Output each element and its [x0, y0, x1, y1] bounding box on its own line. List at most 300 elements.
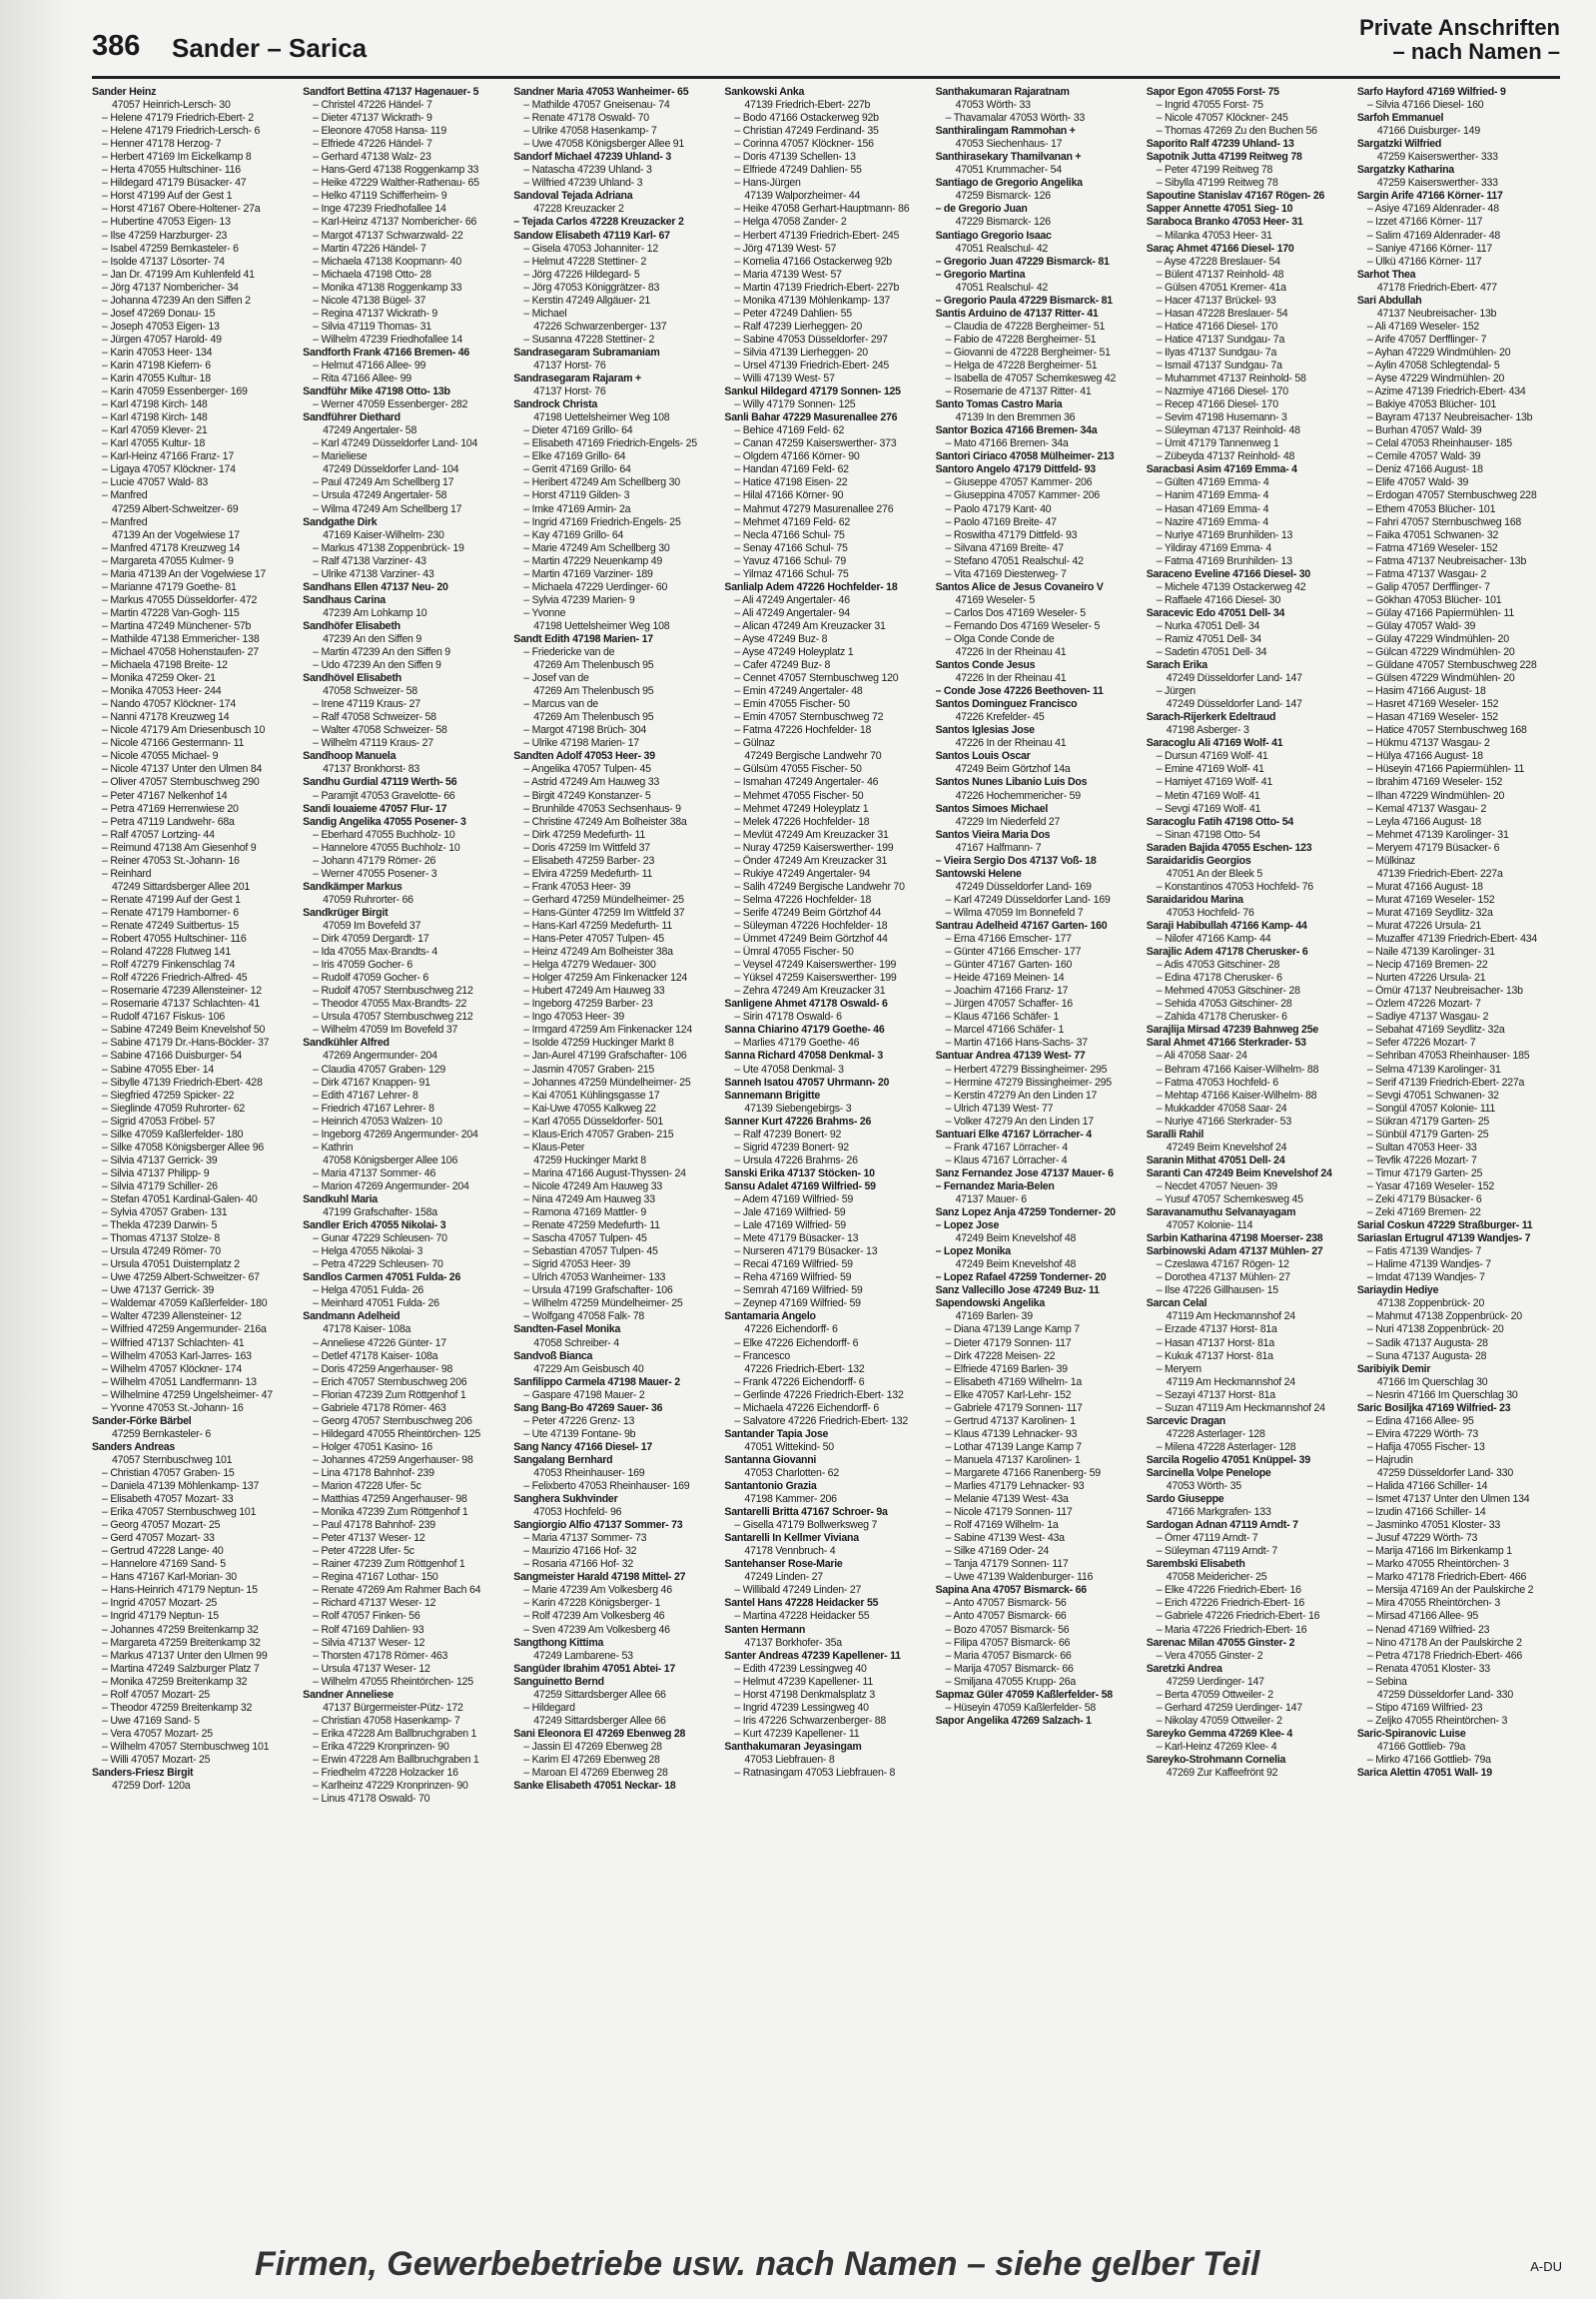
entry: – Gunar 47229 Schleusen- 70: [313, 1232, 447, 1245]
entry-address: 47053 Siechenhaus- 17: [955, 138, 1063, 151]
entry: – Eberhard 47055 Buchholz- 10: [313, 828, 455, 841]
entry: – Karin 47059 Essenberger- 169: [102, 385, 248, 398]
entry-heading: Santehanser Rose-Marie: [724, 1558, 843, 1571]
entry: – Rolf 47226 Friedrich-Alfred- 45: [102, 972, 248, 985]
entry: – Hüseyin 47166 Papiermühlen- 11: [1366, 763, 1525, 776]
entry-heading: Sanna Richard 47058 Denkmal- 3: [724, 1050, 883, 1063]
entry-heading: Sargin Arife 47166 Körner- 117: [1356, 190, 1503, 203]
entry: – Filipa 47057 Bismarck- 66: [945, 1636, 1071, 1649]
directory-column-7: [1357, 86, 1560, 2223]
entry: – Sylvia 47239 Marien- 9: [523, 593, 635, 606]
entry: – Vera 47057 Mozart- 25: [102, 1727, 213, 1740]
entry-heading: Sanders Andreas: [92, 1440, 175, 1453]
entry: – Markus 47138 Zoppenbrück- 19: [313, 541, 464, 554]
entry: – Nando 47057 Klöckner- 174: [102, 698, 237, 711]
entry: – Ralf 47239 Lierheggen- 20: [734, 320, 862, 333]
directory-column-4: [724, 86, 927, 2223]
entry: – Kornelia 47166 Ostackerweg 92b: [734, 255, 892, 268]
entry-heading: Santer Andreas 47239 Kapellener- 11: [724, 1649, 901, 1662]
entry: – Marlies 47179 Goethe- 46: [734, 1037, 860, 1050]
entry-address: 47137 Horst- 76: [533, 385, 606, 398]
entry-heading: Santos Vieira Maria Dos: [935, 828, 1051, 841]
entry-heading: Sareyko Gemma 47269 Klee- 4: [1146, 1727, 1293, 1740]
entry: – Elife 47057 Wald- 39: [1366, 476, 1469, 489]
entry: – Ethem 47053 Blücher- 101: [1366, 502, 1496, 515]
entry-heading: Sandhaus Carina: [303, 593, 386, 606]
entry-heading: Santrau Adelheid 47167 Garten- 160: [935, 920, 1108, 932]
entry: – Eleonore 47058 Hansa- 119: [313, 125, 446, 138]
entry: – Fatma 47053 Hochfeld- 6: [1156, 1076, 1278, 1089]
entry-heading: Sarfo Hayford 47169 Wilfried- 9: [1356, 86, 1506, 98]
entry: – Salvatore 47226 Friedrich-Ebert- 132: [734, 1414, 909, 1427]
entry: – Elke 47226 Eichendorff- 6: [734, 1336, 859, 1349]
entry: – Ilyas 47137 Sundgau- 7a: [1156, 346, 1277, 359]
entry: – Regina 47137 Wickrath- 9: [313, 307, 437, 320]
entry: – Martina 47249 Salzburger Platz 7: [102, 1662, 260, 1675]
entry: – Friedericke van de: [523, 646, 615, 659]
entry-heading: Sarbin Katharina 47198 Moerser- 238: [1146, 1232, 1323, 1245]
entry-heading: Sandten-Fasel Monika: [513, 1323, 621, 1336]
entry: – Murat 47166 August- 18: [1366, 880, 1483, 893]
entry: – Thorsten 47178 Römer- 463: [313, 1649, 448, 1662]
entry: – Paul 47249 Am Schellberg 17: [313, 476, 454, 489]
entry-address: 47169 Weseler- 5: [955, 593, 1035, 606]
entry: – Nicole 47249 Am Hauweg 33: [523, 1179, 662, 1192]
entry: – Sabine 47179 Dr.-Hans-Böckler- 37: [102, 1037, 270, 1050]
entry: – Maria 47139 West- 57: [734, 268, 842, 281]
entry: – Yusuf 47057 Schemkesweg 45: [1156, 1192, 1303, 1205]
entry: – Sabine 47249 Beim Knevelshof 50: [102, 1024, 266, 1037]
entry-heading: Sandkämper Markus: [303, 880, 402, 893]
entry: – Heide 47169 Meinen- 14: [945, 972, 1065, 985]
entry: – Theodor 47259 Breitenkamp 32: [102, 1701, 253, 1714]
entry-heading: Santo Tomas Castro Maria: [935, 398, 1063, 411]
entry: – Sezayi 47137 Horst- 81a: [1156, 1388, 1275, 1401]
entry: – Elke 47057 Karl-Lehr- 152: [945, 1388, 1072, 1401]
entry-heading: – Fernandez Maria-Belen: [935, 1179, 1055, 1192]
entry-heading: – Lopez Monika: [935, 1245, 1011, 1258]
entry: – Elke 47226 Friedrich-Ebert- 16: [1156, 1584, 1301, 1597]
entry: – Erich 47057 Sternbuschweg 206: [313, 1375, 467, 1388]
entry-heading: Santor Bozica 47166 Bremen- 34a: [935, 424, 1098, 437]
entry-address: 47259 Huckinger Markt 8: [533, 1153, 646, 1166]
entry: – Yvonne 47053 St.-Johann- 16: [102, 1401, 244, 1414]
entry: – Martin 47166 Hans-Sachs- 37: [945, 1037, 1088, 1050]
entry: – Faika 47051 Schwanen- 32: [1366, 528, 1499, 541]
entry: – Silvia 47119 Thomas- 31: [313, 320, 431, 333]
entry: – Gülnaz: [734, 737, 775, 750]
entry-heading: Sandner Anneliese: [303, 1688, 394, 1701]
entry-heading: Sandorf Michael 47239 Uhland- 3: [513, 151, 671, 164]
entry: – Michaela 47226 Eichendorff- 6: [734, 1401, 880, 1414]
entry: – Wilfried 47137 Schlachten- 41: [102, 1336, 245, 1349]
directory-columns: [92, 86, 1560, 2223]
entry-heading: Santantonio Grazia: [724, 1480, 817, 1493]
entry: – Helga 47051 Fulda- 26: [313, 1284, 424, 1297]
entry: – Elfriede 47226 Händel- 7: [313, 138, 432, 151]
entry: – Linus 47178 Oswald- 70: [313, 1793, 430, 1806]
entry-heading: Sanner Kurt 47226 Brahms- 26: [724, 1115, 872, 1128]
entry: – Diana 47139 Lange Kamp 7: [945, 1323, 1080, 1336]
entry: – Herbert 47169 Im Eickelkamp 8: [102, 151, 252, 164]
entry: – Joseph 47053 Eigen- 13: [102, 320, 220, 333]
entry-address: 47249 Düsseldorfer Land- 147: [1166, 672, 1302, 685]
entry: – Zeljko 47055 Rheintörchen- 3: [1366, 1714, 1508, 1727]
entry: – Elfriede 47169 Barlen- 39: [945, 1362, 1068, 1375]
entry-heading: Santos Simoes Michael: [935, 802, 1049, 815]
entry: – Nicole 47057 Klöckner- 245: [1156, 112, 1288, 125]
entry-address: 47269 Am Thelenbusch 95: [533, 685, 654, 698]
entry-heading: Sapmaz Güler 47059 Kaßlerfelder- 58: [935, 1688, 1113, 1701]
entry: – Hubert 47249 Am Hauweg 33: [523, 985, 665, 998]
entry: – Kerstin 47249 Allgäuer- 21: [523, 294, 650, 307]
entry: – Heike 47058 Gerhart-Hauptmann- 86: [734, 203, 910, 216]
entry: – Marie 47239 Am Volkesberg 46: [523, 1584, 672, 1597]
entry: – Margot 47198 Brüch- 304: [523, 724, 647, 737]
entry-address: 47249 Sittardsberger Allee 66: [533, 1714, 666, 1727]
entry: – Nicole 47137 Unter den Ulmen 84: [102, 763, 263, 776]
entry-heading: Sarcevic Dragan: [1146, 1414, 1225, 1427]
entry: – Inge 47239 Friedhofallee 14: [313, 203, 446, 216]
entry: – Silvia 47139 Lierheggen- 20: [734, 346, 868, 359]
entry-heading: Sarajlija Mirsad 47239 Bahnweg 25e: [1146, 1024, 1318, 1037]
entry-heading: Saralli Rahil: [1146, 1128, 1204, 1141]
entry: – Monika 47053 Heer- 244: [102, 685, 222, 698]
entry-heading: Sanghera Sukhvinder: [513, 1493, 618, 1506]
entry-address: 47259 Bernkasteler- 6: [112, 1427, 211, 1440]
entry: – Erich 47226 Friedrich-Ebert- 16: [1156, 1597, 1305, 1610]
entry: – Karl-Heinz 47269 Klee- 4: [1156, 1740, 1277, 1753]
entry: – Süleyman 47119 Arndt- 7: [1156, 1545, 1278, 1558]
entry-heading: Sarcila Rogelio 47051 Knüppel- 39: [1146, 1453, 1310, 1466]
entry-address: 47138 Zoppenbrück- 20: [1376, 1297, 1485, 1310]
entry: – Marcel 47166 Schäfer- 1: [945, 1024, 1065, 1037]
entry: – Adis 47053 Gitschiner- 28: [1156, 959, 1280, 972]
entry: – Wilhelm 47059 Im Bovefeld 37: [313, 1024, 458, 1037]
entry-heading: Sannemann Brigitte: [724, 1089, 820, 1102]
entry-address: 47137 Bürgermeister-Pütz- 172: [323, 1701, 463, 1714]
entry-heading: Santuari Elke 47167 Lörracher- 4: [935, 1128, 1092, 1141]
entry: – Petra 47229 Schleusen- 70: [313, 1258, 443, 1271]
entry: – Ali 47249 Angertaler- 46: [734, 593, 850, 606]
entry-heading: Sandmann Adelheid: [303, 1310, 400, 1323]
entry: – Paramjit 47053 Gravelotte- 66: [313, 789, 455, 802]
entry-address: 47051 Realschul- 42: [955, 242, 1048, 255]
entry: – Elisabeth 47057 Mozart- 33: [102, 1493, 234, 1506]
entry: – Ralf 47057 Lortzing- 44: [102, 828, 215, 841]
entry-heading: Sandgathe Dirk: [303, 515, 378, 528]
entry: – Rolf 47169 Dahlien- 93: [313, 1623, 424, 1636]
entry: – Gülay 47166 Papiermühlen- 11: [1366, 606, 1515, 619]
page-header: [92, 15, 1560, 70]
entry: – Wilma 47059 Im Bonnefeld 7: [945, 906, 1084, 919]
entry: – Hildegard 47055 Rheintörchen- 125: [313, 1427, 481, 1440]
entry: – Karl-Heinz 47166 Franz- 17: [102, 450, 234, 463]
entry: – Corinna 47057 Klöckner- 156: [734, 138, 874, 151]
entry-address: 47053 Hochfeld- 76: [1166, 906, 1254, 919]
entry: – Marion 47228 Ufer- 5c: [313, 1480, 421, 1493]
entry: – Ilse 47226 Gillhausen- 15: [1156, 1284, 1278, 1297]
entry: – Yasar 47169 Weseler- 152: [1366, 1179, 1495, 1192]
entry: – Mehmet 47055 Fischer- 50: [734, 789, 864, 802]
entry: – Helene 47179 Friedrich-Lersch- 6: [102, 125, 261, 138]
entry: – Cemile 47057 Wald- 39: [1366, 450, 1481, 463]
entry-heading: Santos Conde Jesus: [935, 659, 1036, 672]
entry-heading: Sandrasegaram Rajaram +: [513, 373, 641, 385]
entry-heading: Sareyko-Strohmann Cornelia: [1146, 1754, 1286, 1766]
entry: – Ismet 47137 Unter den Ulmen 134: [1366, 1493, 1530, 1506]
entry: – Reha 47169 Wilfried- 59: [734, 1271, 852, 1284]
entry: – Holger 47051 Kasino- 16: [313, 1440, 432, 1453]
entry: – Milena 47228 Asterlager- 128: [1156, 1440, 1296, 1453]
entry-heading: Saraji Habibullah 47166 Kamp- 44: [1146, 920, 1307, 932]
entry: – Detlef 47178 Kaiser- 108a: [313, 1349, 438, 1362]
entry: – Ayse 47249 Holeyplatz 1: [734, 646, 854, 659]
entry: – Herta 47055 Hultschiner- 116: [102, 164, 241, 177]
entry: – Marija 47057 Bismarck- 66: [945, 1662, 1074, 1675]
entry: – Meryem: [1156, 1362, 1201, 1375]
entry: – Milanka 47053 Heer- 31: [1156, 229, 1272, 242]
entry: – Nuri 47138 Zoppenbrück- 20: [1366, 1323, 1504, 1336]
entry-heading: Santhiralingam Rammohan +: [935, 125, 1076, 138]
entry-heading: Saracoglu Ali 47169 Wolf- 41: [1146, 737, 1283, 750]
entry: – Gülten 47169 Emma- 4: [1156, 476, 1269, 489]
entry: – Marianne 47179 Goethe- 81: [102, 580, 237, 593]
entry: – Mira 47055 Rheintörchen- 3: [1366, 1597, 1500, 1610]
entry: – Gaspare 47198 Mauer- 2: [523, 1388, 645, 1401]
entry: – Emine 47169 Wolf- 41: [1156, 763, 1264, 776]
entry: – Hildegard 47179 Büsacker- 47: [102, 177, 247, 190]
entry: – Rudolf 47167 Fiskus- 106: [102, 1011, 226, 1024]
entry-heading: Saraceno Eveline 47166 Diesel- 30: [1146, 567, 1311, 580]
entry: – Siegfried 47259 Spicker- 22: [102, 1089, 235, 1102]
entry-heading: Sanli Bahar 47229 Masurenallee 276: [724, 411, 898, 424]
entry: – Murat 47169 Seydlitz- 32a: [1366, 906, 1493, 919]
entry: – Nuray 47259 Kaiserswerther- 199: [734, 841, 894, 854]
entry: – Sigrid 47053 Fröbel- 57: [102, 1115, 216, 1128]
entry-heading: Sanna Chiarino 47179 Goethe- 46: [724, 1024, 885, 1037]
entry: – Sabine 47053 Düsseldorfer- 297: [734, 333, 888, 346]
entry: – Ligaya 47057 Klöckner- 174: [102, 463, 236, 476]
entry: – Gerhard 47259 Mündelheimer- 25: [523, 893, 684, 906]
entry-heading: Sang Bang-Bo 47269 Sauer- 36: [513, 1401, 663, 1414]
entry: – Fatis 47139 Wandjes- 7: [1366, 1245, 1482, 1258]
entry: – Süleyman 47137 Reinhold- 48: [1156, 424, 1300, 437]
entry-address: 47269 Zur Kaffeefrönt 92: [1166, 1767, 1278, 1780]
entry: – Monika 47259 Breitenkamp 32: [102, 1675, 248, 1688]
entry: – Ralf 47138 Varziner- 43: [313, 554, 426, 567]
entry: – Nicole 47055 Michael- 9: [102, 750, 219, 763]
entry-address: 47226 In der Rheinau 41: [955, 737, 1067, 750]
entry: – Georg 47057 Sternbuschweg 206: [313, 1414, 472, 1427]
entry: – Werner 47055 Posener- 3: [313, 867, 437, 880]
entry: – Recep 47166 Diesel- 170: [1156, 398, 1278, 411]
entry: – Gertrud 47137 Karolinen- 1: [945, 1414, 1076, 1427]
entry: – Rolf 47169 Wilhelm- 1a: [945, 1519, 1059, 1532]
entry-heading: – Lopez Jose: [935, 1219, 1000, 1232]
entry: – Sehida 47053 Gitschiner- 28: [1156, 998, 1292, 1011]
entry: – Olgdem 47166 Körner- 90: [734, 450, 860, 463]
entry: – Mahmut 47279 Masurenallee 276: [734, 502, 894, 515]
entry: – Gülcan 47229 Windmühlen- 20: [1366, 646, 1515, 659]
entry-heading: Sardo Giuseppe: [1146, 1493, 1224, 1506]
entry: – Anto 47057 Bismarck- 66: [945, 1610, 1067, 1623]
entry: – Gabriele 47179 Sonnen- 117: [945, 1401, 1083, 1414]
entry: – Meryem 47179 Büsacker- 6: [1366, 841, 1500, 854]
entry: – Irmgard 47259 Am Finkenacker 124: [523, 1024, 693, 1037]
entry-address: 47137 Horst- 76: [533, 359, 606, 372]
entry: – Özlem 47226 Mozart- 7: [1366, 998, 1481, 1011]
entry: – Kukuk 47137 Horst- 81a: [1156, 1349, 1273, 1362]
entry: – Thekla 47239 Darwin- 5: [102, 1219, 218, 1232]
entry: – Marlies 47179 Lehnacker- 93: [945, 1480, 1085, 1493]
section-title-line2: – nach Namen –: [1392, 39, 1560, 64]
entry: – Nino 47178 An der Paulskirche 2: [1366, 1636, 1522, 1649]
entry-heading: Sanz Fernandez Jose 47137 Mauer- 6: [935, 1166, 1114, 1179]
entry-address: 47051 Realschul- 42: [955, 281, 1048, 294]
entry-heading: Santuar Andrea 47139 West- 77: [935, 1050, 1086, 1063]
entry: – Rudolf 47059 Gocher- 6: [313, 972, 429, 985]
entry-address: 47178 Vennbruch- 4: [744, 1545, 836, 1558]
entry-heading: Saraç Ahmet 47166 Diesel- 170: [1146, 242, 1294, 255]
entry: – Tevfik 47226 Mozart- 7: [1366, 1153, 1477, 1166]
entry-heading: Santowski Helene: [935, 867, 1022, 880]
entry-address: 47259 Bismarck- 126: [955, 190, 1051, 203]
entry: – Muhammet 47137 Reinhold- 58: [1156, 373, 1306, 385]
entry: – Bayram 47137 Neubreisacher- 13b: [1366, 411, 1533, 424]
entry: – Izudin 47166 Schiller- 14: [1366, 1506, 1486, 1519]
entry-address: 47226 Eichendorff- 6: [744, 1323, 838, 1336]
entry: – Ralf 47058 Schweizer- 58: [313, 711, 436, 724]
entry: – Mukkadder 47058 Saar- 24: [1156, 1102, 1287, 1115]
entry: – Carlos Dos 47169 Weseler- 5: [945, 606, 1086, 619]
entry: – Ümit 47179 Tannenweg 1: [1156, 437, 1279, 450]
entry: – Nilofer 47166 Kamp- 44: [1156, 933, 1271, 946]
entry: – Stefan 47051 Kardinal-Galen- 40: [102, 1192, 258, 1205]
entry: – Bodo 47166 Ostackerweg 92b: [734, 112, 879, 125]
entry: – Hasan 47137 Horst- 81a: [1156, 1336, 1274, 1349]
entry-heading: – Gregorio Paula 47229 Bismarck- 81: [935, 294, 1113, 307]
entry-heading: – Conde Jose 47226 Beethoven- 11: [935, 685, 1104, 698]
entry: – Ingrid 47057 Mozart- 25: [102, 1597, 218, 1610]
entry: – Gökhan 47053 Blücher- 101: [1366, 593, 1502, 606]
entry-address: 47139 Friedrich-Ebert- 227b: [744, 99, 871, 112]
entry-heading: Sarica Alettin 47051 Wall- 19: [1356, 1767, 1492, 1780]
entry-heading: Sandvoß Bianca: [513, 1349, 593, 1362]
entry: – Fahri 47057 Sternbuschweg 168: [1366, 515, 1522, 528]
entry: – Kay 47169 Grillo- 64: [523, 528, 624, 541]
entry: – Margarete 47166 Ranenberg- 59: [945, 1466, 1101, 1479]
entry-heading: Sarial Coskun 47229 Straßburger- 11: [1356, 1219, 1533, 1232]
entry: – Walter 47058 Schweizer- 58: [313, 724, 447, 737]
entry: – Ingrid 47239 Lessingweg 40: [734, 1701, 869, 1714]
entry: – Susanna 47228 Stettiner- 2: [523, 333, 655, 346]
entry-heading: Sarfoh Emmanuel: [1356, 112, 1444, 125]
entry: – Klaus-Erich 47057 Graben- 215: [523, 1128, 674, 1141]
entry: – Nicole 47179 Sonnen- 117: [945, 1506, 1073, 1519]
entry-address: 47249 Beim Knevelshof 48: [955, 1258, 1077, 1271]
entry: – Nicole 47138 Bügel- 37: [313, 294, 426, 307]
entry-heading: Sanders-Friesz Birgit: [92, 1767, 194, 1780]
entry: – Christel 47226 Händel- 7: [313, 99, 432, 112]
entry: – Kemal 47137 Wasgau- 2: [1366, 802, 1487, 815]
entry: – Jörg 47226 Hildegard- 5: [523, 268, 640, 281]
entry: – Deniz 47166 August- 18: [1366, 463, 1483, 476]
entry-heading: Sandten Adolf 47053 Heer- 39: [513, 750, 655, 763]
entry-heading: Sarhot Thea: [1356, 268, 1416, 281]
entry: – Necdet 47057 Neuen- 39: [1156, 1179, 1277, 1192]
entry: – Lina 47178 Bahnhof- 239: [313, 1466, 434, 1479]
entry-heading: Sapendowski Angelika: [935, 1297, 1045, 1310]
entry: – Elfriede 47249 Dahlien- 55: [734, 164, 862, 177]
entry: – Felixberto 47053 Rheinhauser- 169: [523, 1480, 690, 1493]
entry-heading: – Tejada Carlos 47228 Kreuzacker 2: [513, 216, 684, 229]
entry: – Cafer 47249 Buz- 8: [734, 659, 831, 672]
entry: – Bakiye 47053 Blücher- 101: [1366, 398, 1497, 411]
entry-address: 47228 Kreuzacker 2: [533, 203, 624, 216]
entry: – Christian 47249 Ferdinand- 35: [734, 125, 879, 138]
entry-heading: Saranin Mithat 47051 Dell- 24: [1146, 1153, 1285, 1166]
entry: – Margot 47137 Schwarzwald- 22: [313, 229, 463, 242]
entry: – Maria 47137 Sommer- 46: [313, 1166, 436, 1179]
entry: – Johannes 47259 Breitenkamp 32: [102, 1623, 259, 1636]
entry: – Ursula 47057 Sternbuschweg 212: [313, 1011, 473, 1024]
entry: – Ümral 47055 Fischer- 50: [734, 946, 854, 959]
entry-heading: Sarembski Elisabeth: [1146, 1558, 1245, 1571]
entry: – Willi 47057 Mozart- 25: [102, 1754, 211, 1766]
header-rule: [92, 76, 1560, 79]
entry: – Markus 47137 Unter den Ulmen 99: [102, 1649, 268, 1662]
entry: – Peter 47137 Weser- 12: [313, 1532, 425, 1545]
entry-address: 47228 Asterlager- 128: [1166, 1427, 1265, 1440]
entry: – Tanja 47179 Sonnen- 117: [945, 1558, 1069, 1571]
entry: – Hatice 47057 Sternbuschweg 168: [1366, 724, 1527, 737]
entry-address: 47226 Friedrich-Ebert- 132: [744, 1362, 865, 1375]
entry: – Aylin 47058 Schlegtendal- 5: [1366, 359, 1500, 372]
entry: – Rita 47166 Allee- 99: [313, 373, 411, 385]
entry: – Suna 47137 Augusta- 28: [1366, 1349, 1487, 1362]
entry: – Ümmet 47249 Beim Görtzhof 44: [734, 933, 888, 946]
entry-address: 47249 Düsseldorfer Land- 104: [323, 463, 459, 476]
entry-address: 47226 In der Rheinau 41: [955, 672, 1067, 685]
entry-heading: Sargatzky Katharina: [1356, 164, 1454, 177]
entry: – Gerhard 47259 Uerdinger- 147: [1156, 1701, 1302, 1714]
entry: – Christian 47058 Hasenkamp- 7: [313, 1714, 460, 1727]
entry: – Maria 47057 Bismarck- 66: [945, 1649, 1072, 1662]
entry: – Hacer 47137 Brückel- 93: [1156, 294, 1276, 307]
entry-address: 47259 Sittardsberger Allee 66: [533, 1688, 666, 1701]
entry-address: 47249 Beim Knevelshof 24: [1166, 1141, 1287, 1153]
entry-address: 47269 Am Thelenbusch 95: [533, 711, 654, 724]
entry-address: 47053 Charlotten- 62: [744, 1466, 839, 1479]
entry-address: 47137 Neubreisacher- 13b: [1376, 307, 1497, 320]
entry: – Silvia 47166 Diesel- 160: [1366, 99, 1484, 112]
entry: – Manfred 47178 Kreuzweg 14: [102, 541, 241, 554]
entry: – Reinhard: [102, 867, 152, 880]
entry: – Dirk 47167 Knappen- 91: [313, 1076, 430, 1089]
entry-address: 47057 Heinrich-Lersch- 30: [112, 99, 231, 112]
entry-address: 47249 Beim Görtzhof 14a: [955, 763, 1071, 776]
entry-address: 47198 Asberger- 3: [1166, 724, 1249, 737]
entry-heading: Sarach Erika: [1146, 659, 1207, 672]
entry: – Nurten 47226 Ursula- 21: [1366, 972, 1486, 985]
entry: – Silvia 47179 Schiller- 26: [102, 1179, 218, 1192]
entry: – Karim El 47269 Ebenweg 28: [523, 1754, 660, 1766]
entry: – Nuriye 47169 Brunhilden- 13: [1156, 528, 1293, 541]
entry: – Helga de 47228 Bergheimer- 51: [945, 359, 1098, 372]
entry: – Ilhan 47229 Windmühlen- 20: [1366, 789, 1505, 802]
entry: – Uwe 47137 Gerrick- 39: [102, 1284, 215, 1297]
